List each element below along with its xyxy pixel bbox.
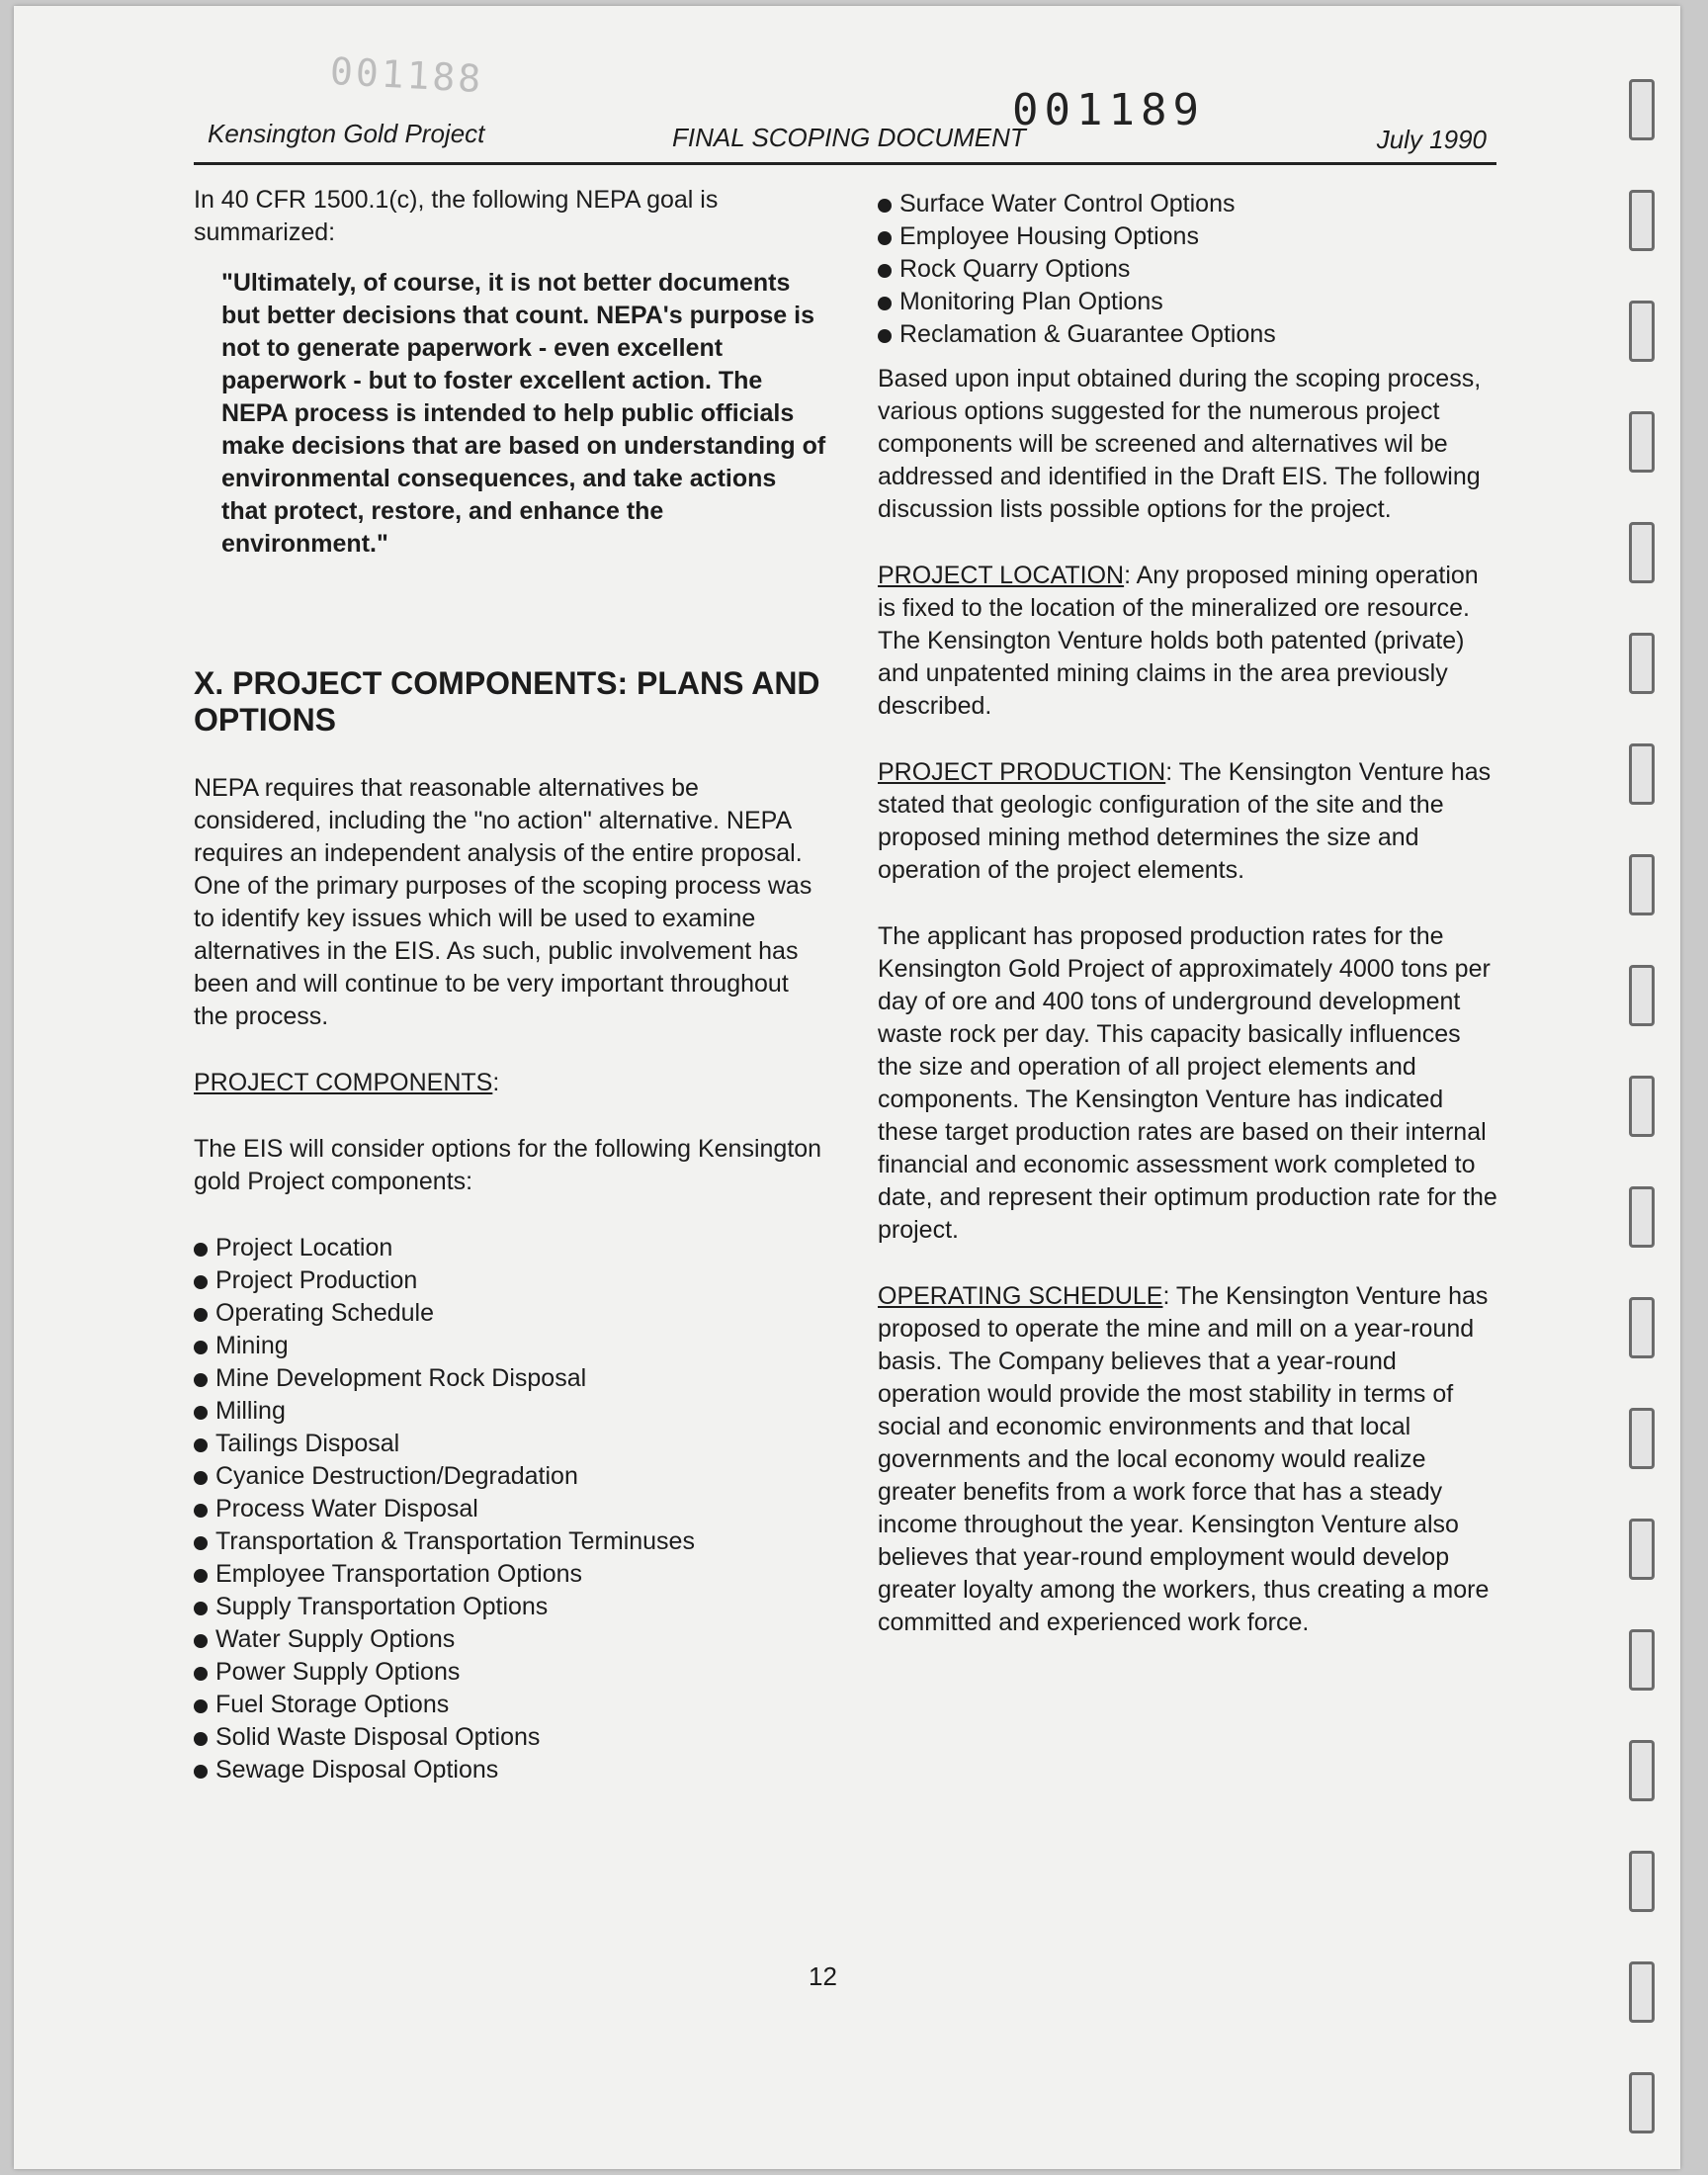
header-document-title: FINAL SCOPING DOCUMENT xyxy=(672,123,1026,152)
header-date: July 1990 xyxy=(1376,125,1487,154)
scoping-paragraph: Based upon input obtained during the scoping process, various options suggested for the numerous project components will be screened and alternatives wil be addressed and identified in the Draft EIS. The following discussion lists possible options for the project. xyxy=(878,365,1482,523)
location-text: : Any proposed mining operation is fixed to the location of the mineralized ore resource. The Kensington Venture holds both patented (private) and unpatented mining claims in the area previously described. xyxy=(878,562,1479,720)
binder-hole xyxy=(1629,1740,1655,1801)
list-item: Employee Transportation Options xyxy=(194,1558,826,1591)
binder-hole xyxy=(1629,1297,1655,1358)
nepa-quote: "Ultimately, of course, it is not better documents but better decisions that count. NEPA's purpose is not to generate paperwork - even excellent paperwork - but to foster excellent action. The NEPA process is intended to help public officials make decisions that are based on understanding of environmental consequences, and take actions that protect, restore, and enhance the environment." xyxy=(221,269,826,558)
list-item: Cyanice Destruction/Degradation xyxy=(194,1460,826,1493)
components-intro: The EIS will consider options for the following Kensington gold Project components: xyxy=(194,1135,822,1195)
location-heading: PROJECT LOCATION xyxy=(878,562,1125,589)
binder-hole xyxy=(1629,79,1655,140)
list-item: Monitoring Plan Options xyxy=(878,286,1500,318)
binder-hole xyxy=(1629,1851,1655,1912)
list-item: Rock Quarry Options xyxy=(878,253,1500,286)
components-list xyxy=(194,1232,826,1786)
list-item: Mine Development Rock Disposal xyxy=(194,1362,826,1395)
binder-hole xyxy=(1629,854,1655,915)
schedule-paragraph xyxy=(878,1280,1500,1639)
page-stamp-number: 001189 xyxy=(1012,85,1205,135)
page-number: 12 xyxy=(809,1961,837,1991)
components-list-continued xyxy=(878,188,1500,351)
production-rates-paragraph: The applicant has proposed production rates for the Kensington Gold Project of approximately 4000 tons per day of ore and 400 tons of underground development waste rock per day. This capacity basically influences the size and operation of all project elements and components. The Kensington Venture has indicated these target production rates are based on their internal financial and economic assessment work completed to date, and represent their optimum production rate for the project. xyxy=(878,922,1497,1244)
list-item: Water Supply Options xyxy=(194,1623,826,1656)
list-item: Operating Schedule xyxy=(194,1297,826,1330)
binder-hole xyxy=(1629,1076,1655,1137)
production-text: : The Kensington Venture has stated that geologic configuration of the site and the proposed mining method determines the size and operation of the project elements. xyxy=(878,758,1492,884)
list-item: Power Supply Options xyxy=(194,1656,826,1689)
schedule-text: : The Kensington Venture has proposed to operate the mine and mill on a year-round basis. The Company believes that a year-round operation would provide the most stability in terms of social and economic environments and that local governments and the local economy would realize greater benefits from a work force that has a steady income throughout the year. Kensington Venture also believes that year-round employment would develop greater loyalty among the workers, thus creating a more committed and experienced work force. xyxy=(878,1282,1490,1636)
section-title: X. PROJECT COMPONENTS: PLANS AND OPTIONS xyxy=(194,665,820,738)
list-item: Solid Waste Disposal Options xyxy=(194,1721,826,1754)
intro-text: In 40 CFR 1500.1(c), the following NEPA goal is summarized: xyxy=(194,186,719,246)
binder-hole xyxy=(1629,743,1655,805)
binder-hole xyxy=(1629,301,1655,362)
list-item: Mining xyxy=(194,1330,826,1362)
list-item: Sewage Disposal Options xyxy=(194,1754,826,1786)
page-header xyxy=(194,111,1496,165)
binder-hole xyxy=(1629,965,1655,1026)
production-paragraph xyxy=(878,756,1500,887)
binder-hole xyxy=(1629,633,1655,694)
components-heading-colon: : xyxy=(492,1069,500,1096)
list-item: Supply Transportation Options xyxy=(194,1591,826,1623)
binder-hole xyxy=(1629,411,1655,473)
list-item: Employee Housing Options xyxy=(878,220,1500,253)
list-item: Milling xyxy=(194,1395,826,1428)
nepa-paragraph: NEPA requires that reasonable alternatives be considered, including the "no action" alternative. NEPA requires an independent analysis of the entire proposal. One of the primary purposes of the scoping process was to identify key issues which will be used to examine alternatives in the EIS. As such, public involvement has been and will continue to be very important throughout the process. xyxy=(194,774,812,1030)
location-paragraph xyxy=(878,560,1500,723)
binder-hole xyxy=(1629,190,1655,251)
faint-page-stamp: 001188 xyxy=(328,48,485,102)
binder-hole xyxy=(1629,1629,1655,1691)
binder-hole xyxy=(1629,2072,1655,2133)
production-heading: PROJECT PRODUCTION xyxy=(878,758,1166,786)
list-item: Transportation & Transportation Terminuses xyxy=(194,1525,826,1558)
list-item: Surface Water Control Options xyxy=(878,188,1500,220)
binder-hole xyxy=(1629,1961,1655,2023)
list-item: Reclamation & Guarantee Options xyxy=(878,318,1500,351)
header-project-name: Kensington Gold Project xyxy=(208,119,485,148)
binder-hole xyxy=(1629,1519,1655,1580)
schedule-heading: OPERATING SCHEDULE xyxy=(878,1282,1163,1310)
binder-hole xyxy=(1629,1408,1655,1469)
right-column xyxy=(878,188,1500,1639)
binder-hole xyxy=(1629,522,1655,583)
components-heading: PROJECT COMPONENTS xyxy=(194,1069,493,1096)
list-item: Fuel Storage Options xyxy=(194,1689,826,1721)
binder-hole xyxy=(1629,1186,1655,1248)
list-item: Tailings Disposal xyxy=(194,1428,826,1460)
list-item: Process Water Disposal xyxy=(194,1493,826,1525)
left-column xyxy=(194,184,826,1786)
list-item: Project Production xyxy=(194,1264,826,1297)
components-heading-line xyxy=(194,1067,826,1099)
list-item: Project Location xyxy=(194,1232,826,1264)
